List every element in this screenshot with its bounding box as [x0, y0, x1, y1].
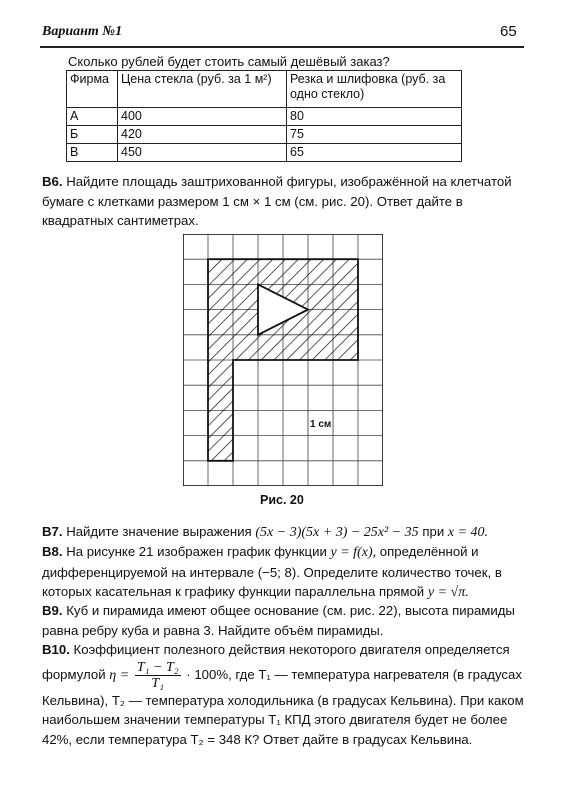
table-row: [67, 108, 462, 126]
fraction-denominator: T₁: [151, 675, 165, 691]
table-cell: 450: [118, 144, 287, 162]
table-cell: 420: [118, 126, 287, 144]
problem-label: В9.: [42, 603, 63, 618]
math-expression: (5x − 3)(5x + 3) − 25x² − 35: [255, 525, 419, 540]
table-header-cell: Фирма: [67, 71, 118, 108]
table-header-row: [67, 71, 462, 108]
header-variant: Вариант №1: [42, 24, 123, 39]
fraction-numerator: T₁ − T₂: [136, 659, 179, 675]
figure-caption: Рис. 20: [260, 493, 304, 507]
problem-b10: [42, 640, 526, 749]
math-function: y = f(x),: [330, 545, 377, 560]
problem-label: В6.: [42, 174, 63, 189]
problem-label: В7.: [42, 524, 63, 539]
table-row: [67, 144, 462, 162]
problem-label: В10.: [42, 642, 70, 657]
problem-text: при: [422, 524, 445, 539]
grid-figure: [183, 234, 383, 486]
problem-text: На рисунке 21 изображен график функции: [66, 544, 327, 559]
unit-label: 1 см: [310, 419, 332, 430]
price-table: [66, 70, 462, 162]
table-cell: Б: [67, 126, 118, 144]
table-header-cell: Резка и шлифовка (руб. за одно стекло): [287, 71, 462, 108]
efficiency-fraction: [135, 660, 181, 691]
problem-b8: [42, 542, 526, 603]
table-cell: 80: [287, 108, 462, 126]
problem-text: Найдите площадь заштрихованной фигуры, изображённой на клетчатой бумаге с клетками размером 1 см × 1 см (см. рис. 20). Ответ дайте в квадратных сантиметрах.: [42, 174, 512, 228]
problem-text: Найдите значение выражения: [66, 524, 252, 539]
table-header-cell: Цена стекла (руб. за 1 м²): [118, 71, 287, 108]
math-line: y = √π.: [427, 585, 469, 600]
problem-text: где T₁ — температура нагревателя (в градусах Кельвина), T₂ — температура холодильника (в градусах Кельвина). При каком наибольшем значении температуры T₁ КПД этого двигателя будет не более 42%, если температура T₂ = 348 К? Ответ дайте в градусах Кельвина.: [42, 666, 524, 747]
header-rule: [40, 46, 524, 48]
table-row: [67, 126, 462, 144]
question-text: Сколько рублей будет стоить самый дешёвый заказ?: [68, 54, 390, 69]
table-cell: В: [67, 144, 118, 162]
problem-text: · 100%,: [186, 666, 232, 682]
table-cell: 65: [287, 144, 462, 162]
problem-text: Куб и пирамида имеют общее основание (см. рис. 22), высота пирамиды равна ребру куба и равна 3. Найдите объём пирамиды.: [42, 603, 515, 638]
problem-text: определённой и дифференцируемой на интервале (−5; 8). Определите количество точек, в которых касательная к графику функции параллельна прямой: [42, 544, 502, 599]
table-cell: 75: [287, 126, 462, 144]
problem-b6: [42, 172, 526, 231]
math-eta: η =: [109, 667, 130, 683]
table-cell: А: [67, 108, 118, 126]
math-condition: x = 40.: [447, 525, 489, 540]
problem-b9: [42, 601, 526, 640]
problem-label: В8.: [42, 544, 63, 559]
page-number: 65: [500, 23, 517, 40]
problem-b7: [42, 522, 526, 543]
problem-text: Коэффициент полезного действия некоторого двигателя определяется формулой: [42, 642, 510, 682]
table-cell: 400: [118, 108, 287, 126]
